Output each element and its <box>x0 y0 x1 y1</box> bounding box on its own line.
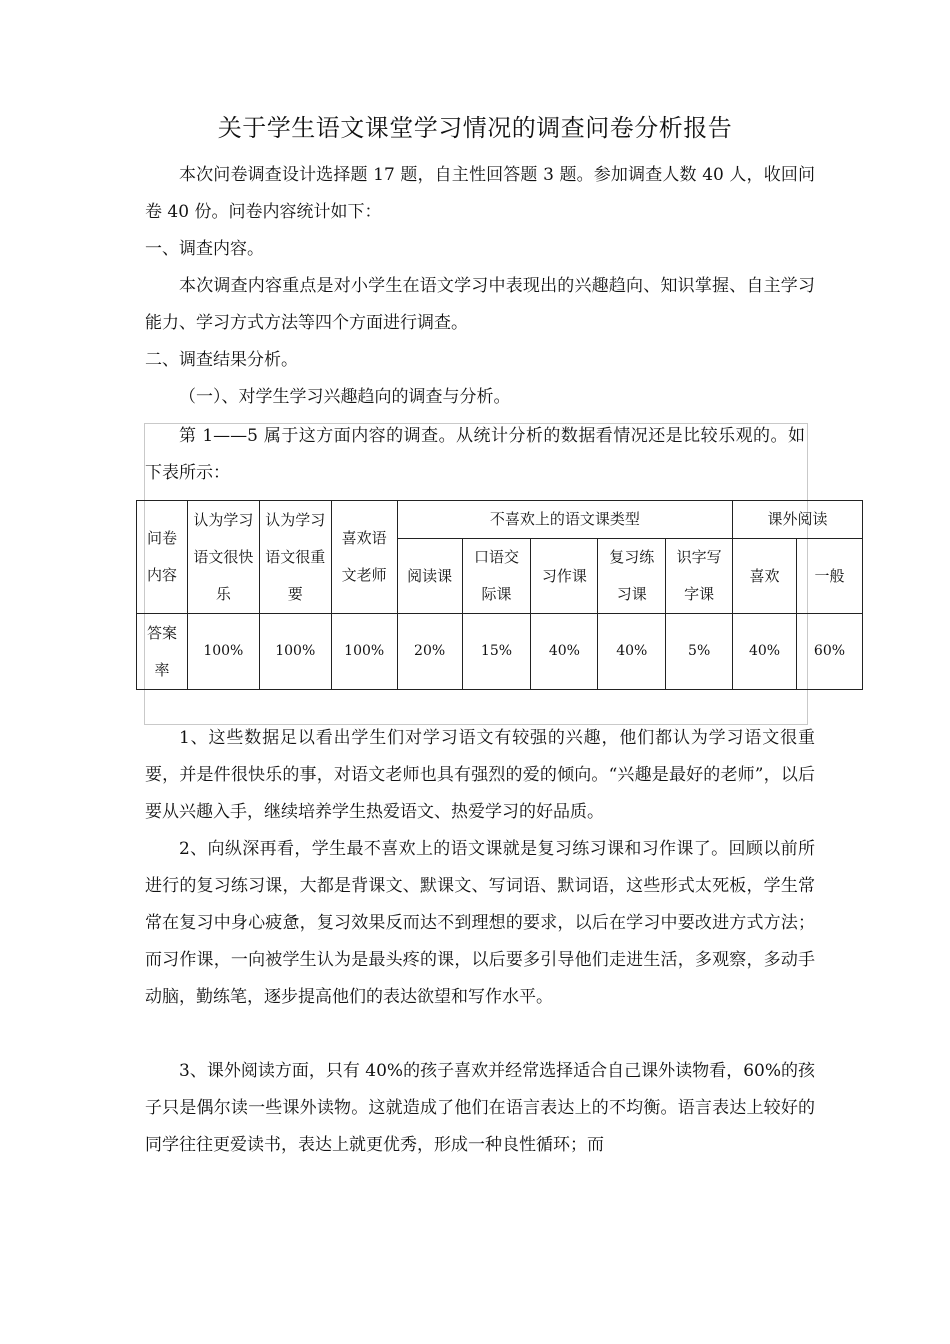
intro-paragraph: 本次问卷调查设计选择题 17 题，自主性回答题 3 题。参加调查人数 40 人，收回问卷 40 份。问卷内容统计如下： <box>145 165 815 222</box>
header-dislike-type: 口语交际课 <box>462 539 531 614</box>
header-reading-group: 课外阅读 <box>733 501 863 539</box>
header-like-teacher: 喜欢语文老师 <box>331 501 397 614</box>
header-important: 认为学习语文很重要 <box>259 501 331 614</box>
rate-cell: 40% <box>733 614 797 690</box>
survey-table <box>136 500 863 690</box>
rate-cell: 100% <box>187 614 259 690</box>
analysis-paragraph-3: 3、课外阅读方面，只有 40%的孩子喜欢并经常选择适合自己课外读物看，60%的孩子只是偶尔读一些课外读物。这就造成了他们在语言表达上的不均衡。语言表达上较好的同学往往更爱读书，表达上就更优秀，形成一种良性循环；而 <box>145 1061 815 1155</box>
header-questionnaire-content: 问卷内容 <box>137 501 188 614</box>
header-dislike-type: 复习练习课 <box>598 539 666 614</box>
header-reading-type: 喜欢 <box>733 539 797 614</box>
rate-cell: 40% <box>598 614 666 690</box>
analysis-paragraph-1: 1、这些数据足以看出学生们对学习语文有较强的兴趣，他们都认为学习语文很重要，并是件很快乐的事，对语文老师也具有强烈的爱的倾向。“兴趣是最好的老师”，以后要从兴趣入手，继续培养学生热爱语文、热爱学习的好品质。 <box>145 728 815 822</box>
rate-cell: 40% <box>531 614 598 690</box>
header-dislike-type: 识字写字课 <box>666 539 733 614</box>
rate-cell: 5% <box>666 614 733 690</box>
section2-heading: 二、调查结果分析。 <box>145 350 298 370</box>
row-label-rate: 答案率 <box>137 614 188 690</box>
subsection1-heading: （一）、对学生学习兴趣趋向的调查与分析。 <box>179 387 511 407</box>
header-happy: 认为学习语文很快乐 <box>187 501 259 614</box>
header-dislike-type: 习作课 <box>531 539 598 614</box>
table-intro: 第 1——5 属于这方面内容的调查。从统计分析的数据看情况还是比较乐观的。如下表所示： <box>145 426 805 483</box>
analysis-paragraph-2: 2、向纵深再看，学生最不喜欢上的语文课就是复习练习课和习作课了。回顾以前所进行的复习练习课，大都是背课文、默课文、写词语、默词语，这些形式太死板，学生常常在复习中身心疲惫，复习效果反而达不到理想的要求，以后在学习中要改进方式方法；而习作课，一向被学生认为是最头疼的课，以后要多引导他们走进生活，多观察，多动手动脑，勤练笔，逐步提高他们的表达欲望和写作水平。 <box>145 839 815 1007</box>
rate-cell: 60% <box>796 614 862 690</box>
rate-cell: 20% <box>397 614 462 690</box>
rate-cell: 100% <box>331 614 397 690</box>
header-dislike-type: 阅读课 <box>397 539 462 614</box>
rate-cell: 100% <box>259 614 331 690</box>
header-reading-type: 一般 <box>796 539 862 614</box>
rate-cell: 15% <box>462 614 531 690</box>
document-title: 关于学生语文课堂学习情况的调查问卷分析报告 <box>217 114 733 142</box>
section1-heading: 一、调查内容。 <box>145 239 264 259</box>
section1-body: 本次调查内容重点是对小学生在语文学习中表现出的兴趣趋向、知识掌握、自主学习能力、学习方式方法等四个方面进行调查。 <box>145 276 815 333</box>
header-dislike-group: 不喜欢上的语文课类型 <box>397 501 732 539</box>
